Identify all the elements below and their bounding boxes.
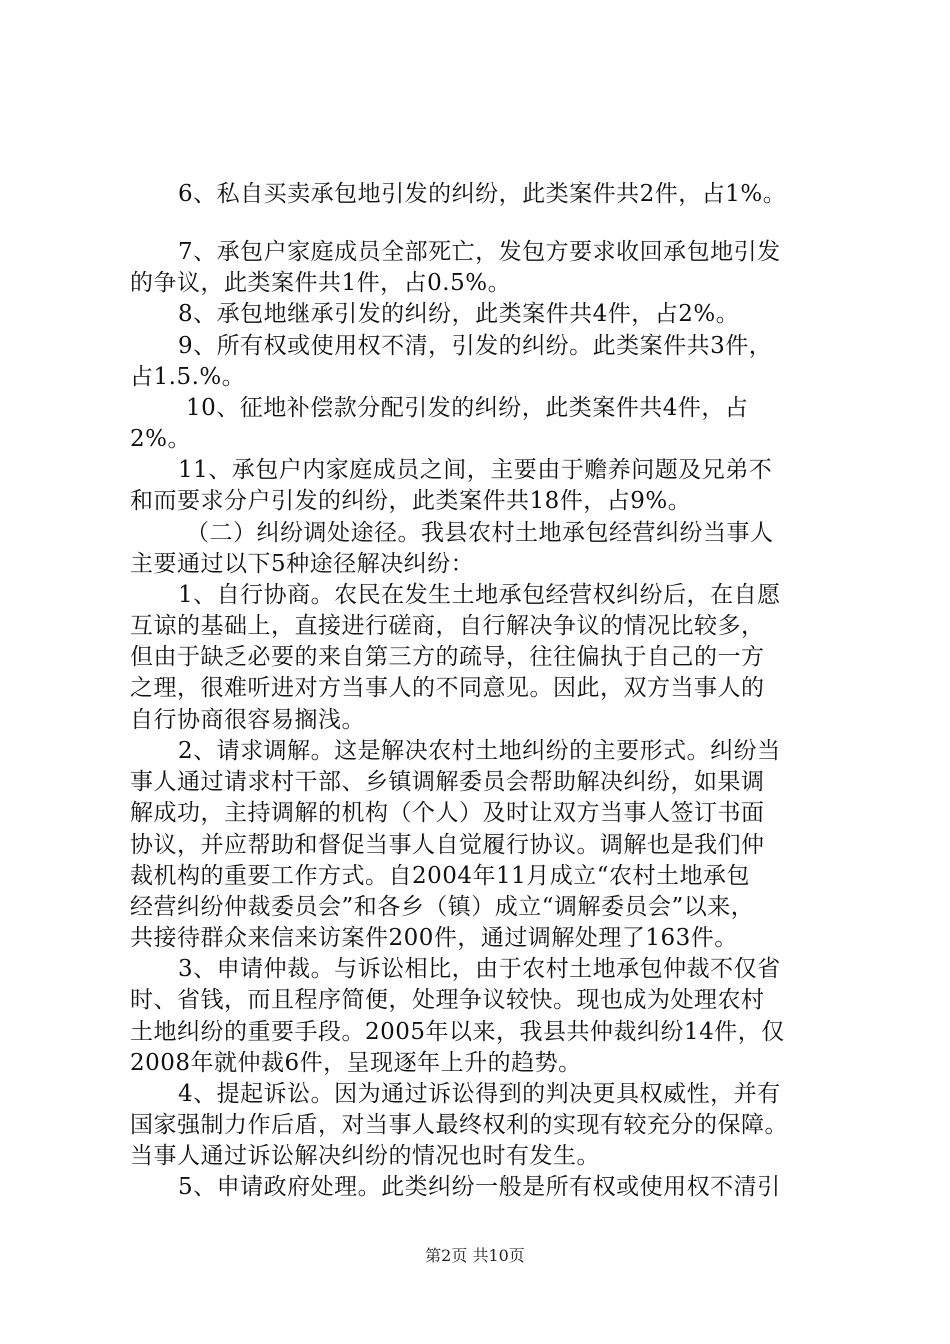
paragraph-line: 自行协商很容易搁浅。: [130, 707, 365, 733]
paragraph-line: 10、征地补偿款分配引发的纠纷，此类案件共4件，占: [186, 395, 749, 421]
paragraph-line: 3、申请仲裁。与诉讼相比，由于农村土地承包仲裁不仅省: [178, 956, 781, 982]
page-number-footer: 第2页 共10页: [425, 1246, 525, 1265]
paragraph-line: 解成功，主持调解的机构（个人）及时让双方当事人签订书面: [130, 800, 765, 826]
paragraph-line: 经营纠纷仲裁委员会”和各乡（镇）成立“调解委员会”以来，: [130, 894, 755, 920]
paragraph-line: 共接待群众来信来访案件200件，通过调解处理了163件。: [130, 925, 738, 951]
paragraph-line: 9、所有权或使用权不清，引发的纠纷。此类案件共3件，: [178, 333, 773, 359]
paragraph-line: 主要通过以下5种途径解决纠纷：: [130, 551, 475, 577]
paragraph-line: 和而要求分户引发的纠纷，此类案件共18件，占9%。: [130, 488, 692, 514]
paragraph-line: 当事人通过诉讼解决纠纷的情况也时有发生。: [130, 1143, 600, 1169]
paragraph-line: 2%。: [130, 426, 191, 452]
paragraph-line: 2008年就仲裁6件，呈现逐年上升的趋势。: [130, 1050, 582, 1076]
paragraph-line: 11、承包户内家庭成员之间，主要由于赡养问题及兄弟不: [178, 457, 773, 483]
section-heading-line: （二）纠纷调处途径。我县农村土地承包经营纠纷当事人: [186, 520, 774, 546]
paragraph-line: 国家强制力作后盾，对当事人最终权利的实现有较充分的保障。: [130, 1112, 788, 1138]
paragraph-line: 4、提起诉讼。因为通过诉讼得到的判决更具权威性，并有: [178, 1081, 781, 1107]
paragraph-line: 但由于缺乏必要的来自第三方的疏导，往往偏执于自己的一方: [130, 644, 765, 670]
paragraph-line: 土地纠纷的重要手段。2005年以来，我县共仲裁纠纷14件，仅: [130, 1019, 785, 1045]
paragraph-line: 占1.5.%。: [130, 364, 246, 390]
paragraph-line: 事人通过请求村干部、乡镇调解委员会帮助解决纠纷，如果调: [130, 769, 765, 795]
paragraph-line: 1、自行协商。农民在发生土地承包经营权纠纷后，在自愿: [178, 582, 781, 608]
paragraph-line: 7、承包户家庭成员全部死亡，发包方要求收回承包地引发: [178, 239, 781, 265]
paragraph-line: 协议，并应帮助和督促当事人自觉履行协议。调解也是我们仲: [130, 832, 765, 858]
paragraph-line: 5、申请政府处理。此类纠纷一般是所有权或使用权不清引: [178, 1174, 781, 1200]
paragraph-line: 裁机构的重要工作方式。自2004年11月成立“农村土地承包: [130, 863, 751, 889]
paragraph-line: 2、请求调解。这是解决农村土地纠纷的主要形式。纠纷当: [178, 738, 781, 764]
paragraph-line: 的争议，此类案件共1件，占0.5%。: [130, 270, 512, 296]
paragraph-line: 时、省钱，而且程序简便，处理争议较快。现也成为处理农村: [130, 987, 765, 1013]
paragraph-line: 6、私自买卖承包地引发的纠纷，此类案件共2件，占1%。: [178, 181, 787, 207]
paragraph-line: 互谅的基础上，直接进行磋商，自行解决争议的情况比较多，: [130, 613, 765, 639]
paragraph-line: 8、承包地继承引发的纠纷，此类案件共4件，占2%。: [178, 301, 740, 327]
paragraph-line: 之理，很难听进对方当事人的不同意见。因此，双方当事人的: [130, 675, 765, 701]
